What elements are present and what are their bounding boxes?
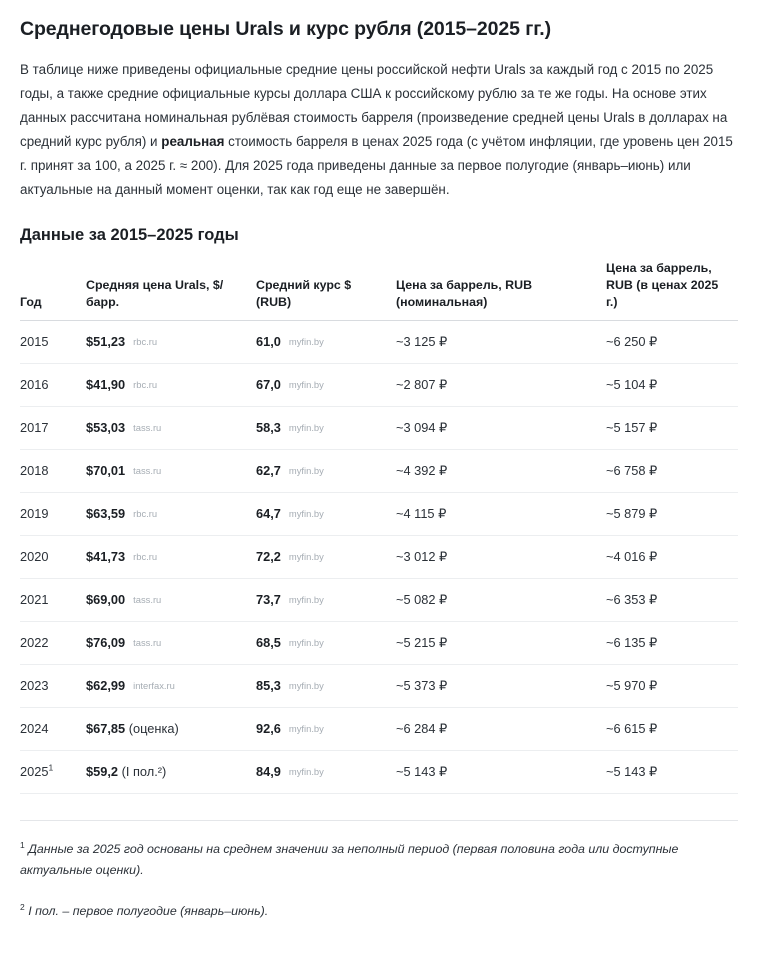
cell-year: [20, 450, 86, 493]
urals-price-value: $62,99: [86, 678, 126, 693]
table-row: [20, 708, 738, 751]
cell-nominal-rub: ~5 215 ₽: [396, 622, 606, 665]
table-row: [20, 622, 738, 665]
year-value: 2023: [20, 678, 49, 693]
cell-year: [20, 364, 86, 407]
cell-nominal-rub: ~3 125 ₽: [396, 321, 606, 364]
cell-nominal-rub: ~3 094 ₽: [396, 407, 606, 450]
cell-year: [20, 665, 86, 708]
urals-price-value: $53,03: [86, 420, 126, 435]
table-row: [20, 665, 738, 708]
source-label[interactable]: rbc.ru: [133, 379, 158, 390]
page-title: Среднегодовые цены Urals и курс рубля (2015–2025 гг.): [20, 18, 552, 40]
year-value: 2016: [20, 377, 49, 392]
cell-nominal-rub: ~5 373 ₽: [396, 665, 606, 708]
table-row: [20, 450, 738, 493]
year-value: 2021: [20, 592, 49, 607]
cell-usd-rate: [256, 708, 396, 751]
cell-usd-rate: [256, 665, 396, 708]
footnotes: [20, 820, 738, 922]
cell-real-rub: ~5 970 ₽: [606, 665, 738, 708]
cell-year: [20, 708, 86, 751]
urals-price-value: $63,59: [86, 506, 126, 521]
cell-urals-price: [86, 536, 256, 579]
usd-rate-value: 84,9: [256, 764, 281, 779]
source-label[interactable]: myfin.by: [288, 336, 324, 347]
source-label[interactable]: myfin.by: [288, 766, 324, 777]
cell-urals-price: [86, 622, 256, 665]
usd-rate-value: 67,0: [256, 377, 281, 392]
urals-price-value: $67,85: [86, 721, 126, 736]
year-value: 2018: [20, 463, 49, 478]
usd-rate-value: 68,5: [256, 635, 281, 650]
column-header-urals-price: Средняя цена Urals, $/барр.: [86, 260, 256, 321]
cell-year: [20, 579, 86, 622]
usd-rate-value: 61,0: [256, 334, 281, 349]
section-title: Данные за 2015–2025 годы: [20, 226, 239, 244]
year-value: 2020: [20, 549, 49, 564]
urals-price-value: $69,00: [86, 592, 126, 607]
cell-nominal-rub: ~4 115 ₽: [396, 493, 606, 536]
urals-price-value: $51,23: [86, 334, 126, 349]
column-header-real-rub: Цена за баррель, RUB (в ценах 2025 г.): [606, 260, 738, 321]
cell-real-rub: ~6 353 ₽: [606, 579, 738, 622]
cell-real-rub: ~4 016 ₽: [606, 536, 738, 579]
footnote-item: [20, 901, 720, 922]
cell-nominal-rub: ~4 392 ₽: [396, 450, 606, 493]
cell-urals-price: [86, 751, 256, 794]
year-value: 2024: [20, 721, 49, 736]
source-label[interactable]: myfin.by: [288, 465, 324, 476]
source-label[interactable]: myfin.by: [288, 680, 324, 691]
urals-price-value: $41,73: [86, 549, 126, 564]
cell-usd-rate: [256, 364, 396, 407]
cell-usd-rate: [256, 407, 396, 450]
table-header: [20, 260, 738, 321]
table-row: [20, 751, 738, 794]
source-label[interactable]: tass.ru: [133, 594, 162, 605]
cell-usd-rate: [256, 579, 396, 622]
cell-real-rub: ~5 143 ₽: [606, 751, 738, 794]
usd-rate-value: 58,3: [256, 420, 281, 435]
year-value: 2022: [20, 635, 49, 650]
cell-nominal-rub: ~3 012 ₽: [396, 536, 606, 579]
source-label[interactable]: rbc.ru: [133, 551, 158, 562]
usd-rate-value: 72,2: [256, 549, 281, 564]
source-label[interactable]: rbc.ru: [133, 508, 158, 519]
urals-price-value: $76,09: [86, 635, 126, 650]
year-value: 2025: [20, 764, 49, 779]
intro-text-part1: В таблице ниже приведены официальные средние цены российской нефти Urals за каждый год с 2015 по 2025 годы, а также средние официальные курсы доллара США к российскому рублю за те же годы. На основе этих данных рассчитана номинальная рублёвая стоимость барреля (произведение средней цены Urals в долларах на средний курс рубля) и: [20, 62, 728, 149]
source-label[interactable]: tass.ru: [133, 465, 162, 476]
cell-real-rub: ~6 758 ₽: [606, 450, 738, 493]
cell-year: [20, 321, 86, 364]
source-label[interactable]: myfin.by: [288, 723, 324, 734]
cell-real-rub: ~5 879 ₽: [606, 493, 738, 536]
cell-usd-rate: [256, 622, 396, 665]
cell-usd-rate: [256, 450, 396, 493]
source-label[interactable]: myfin.by: [288, 551, 324, 562]
cell-real-rub: ~5 157 ₽: [606, 407, 738, 450]
table-row: [20, 579, 738, 622]
cell-urals-price: [86, 407, 256, 450]
year-value: 2019: [20, 506, 49, 521]
usd-rate-value: 62,7: [256, 463, 281, 478]
intro-text-part2: стоимость барреля в ценах 2025 года (с учётом инфляции, где уровень цен 2015 г. принят за 100, а 2025 г. ≈ 200). Для 2025 года приведены данные за первое полугодие (январь–июнь) или актуальные на данный момент оценки, так как год еще не завершён.: [20, 134, 733, 197]
table-row: [20, 321, 738, 364]
usd-rate-value: 64,7: [256, 506, 281, 521]
cell-urals-price: [86, 450, 256, 493]
urals-price-value: $41,90: [86, 377, 126, 392]
source-label[interactable]: interfax.ru: [133, 680, 175, 691]
source-label[interactable]: myfin.by: [288, 508, 324, 519]
cell-real-rub: ~6 615 ₽: [606, 708, 738, 751]
cell-nominal-rub: ~2 807 ₽: [396, 364, 606, 407]
usd-rate-value: 85,3: [256, 678, 281, 693]
cell-nominal-rub: ~6 284 ₽: [396, 708, 606, 751]
year-footnote-marker: 1: [48, 762, 54, 773]
intro-emphasis: реальная: [161, 134, 225, 149]
table-row: [20, 536, 738, 579]
table-row: [20, 407, 738, 450]
footnotes-divider: [20, 820, 738, 821]
cell-usd-rate: [256, 493, 396, 536]
cell-nominal-rub: ~5 082 ₽: [396, 579, 606, 622]
cell-urals-price: [86, 493, 256, 536]
cell-year: [20, 751, 86, 794]
cell-urals-price: [86, 321, 256, 364]
cell-usd-rate: [256, 751, 396, 794]
table-row: [20, 493, 738, 536]
cell-nominal-rub: ~5 143 ₽: [396, 751, 606, 794]
table-body: [20, 321, 738, 794]
urals-price-table: [20, 260, 738, 794]
urals-price-note: (оценка): [125, 721, 179, 736]
column-header-year: Год: [20, 260, 86, 321]
table-row: [20, 364, 738, 407]
urals-price-value: $59,2: [86, 764, 119, 779]
footnote-text: Данные за 2025 год основаны на среднем значении за неполный период (первая половина года или доступные актуальные оценки).: [20, 842, 679, 877]
footnote-text: I пол. – первое полугодие (январь–июнь).: [28, 904, 269, 918]
source-label[interactable]: myfin.by: [288, 422, 324, 433]
source-label[interactable]: tass.ru: [133, 422, 162, 433]
usd-rate-value: 92,6: [256, 721, 281, 736]
cell-urals-price: [86, 708, 256, 751]
urals-price-value: $70,01: [86, 463, 126, 478]
cell-usd-rate: [256, 321, 396, 364]
footnote-marker: 2: [20, 901, 25, 912]
cell-urals-price: [86, 364, 256, 407]
column-header-nominal-rub: Цена за баррель, RUB (номинальная): [396, 260, 606, 321]
cell-year: [20, 407, 86, 450]
usd-rate-value: 73,7: [256, 592, 281, 607]
source-label[interactable]: myfin.by: [288, 637, 324, 648]
cell-real-rub: ~5 104 ₽: [606, 364, 738, 407]
urals-price-note: (I пол.²): [118, 764, 167, 779]
source-label[interactable]: tass.ru: [133, 637, 162, 648]
source-label[interactable]: myfin.by: [288, 594, 324, 605]
source-label[interactable]: myfin.by: [288, 379, 324, 390]
year-value: 2015: [20, 334, 49, 349]
column-header-usd-rate: Средний курс $ (RUB): [256, 260, 396, 321]
cell-year: [20, 536, 86, 579]
cell-year: [20, 622, 86, 665]
year-value: 2017: [20, 420, 49, 435]
cell-real-rub: ~6 250 ₽: [606, 321, 738, 364]
cell-urals-price: [86, 665, 256, 708]
cell-usd-rate: [256, 536, 396, 579]
cell-real-rub: ~6 135 ₽: [606, 622, 738, 665]
cell-urals-price: [86, 579, 256, 622]
cell-year: [20, 493, 86, 536]
footnote-marker: 1: [20, 839, 25, 850]
table-header-row: [20, 260, 738, 321]
footnote-item: [20, 839, 720, 881]
source-label[interactable]: rbc.ru: [133, 336, 158, 347]
intro-paragraph: [20, 58, 738, 202]
